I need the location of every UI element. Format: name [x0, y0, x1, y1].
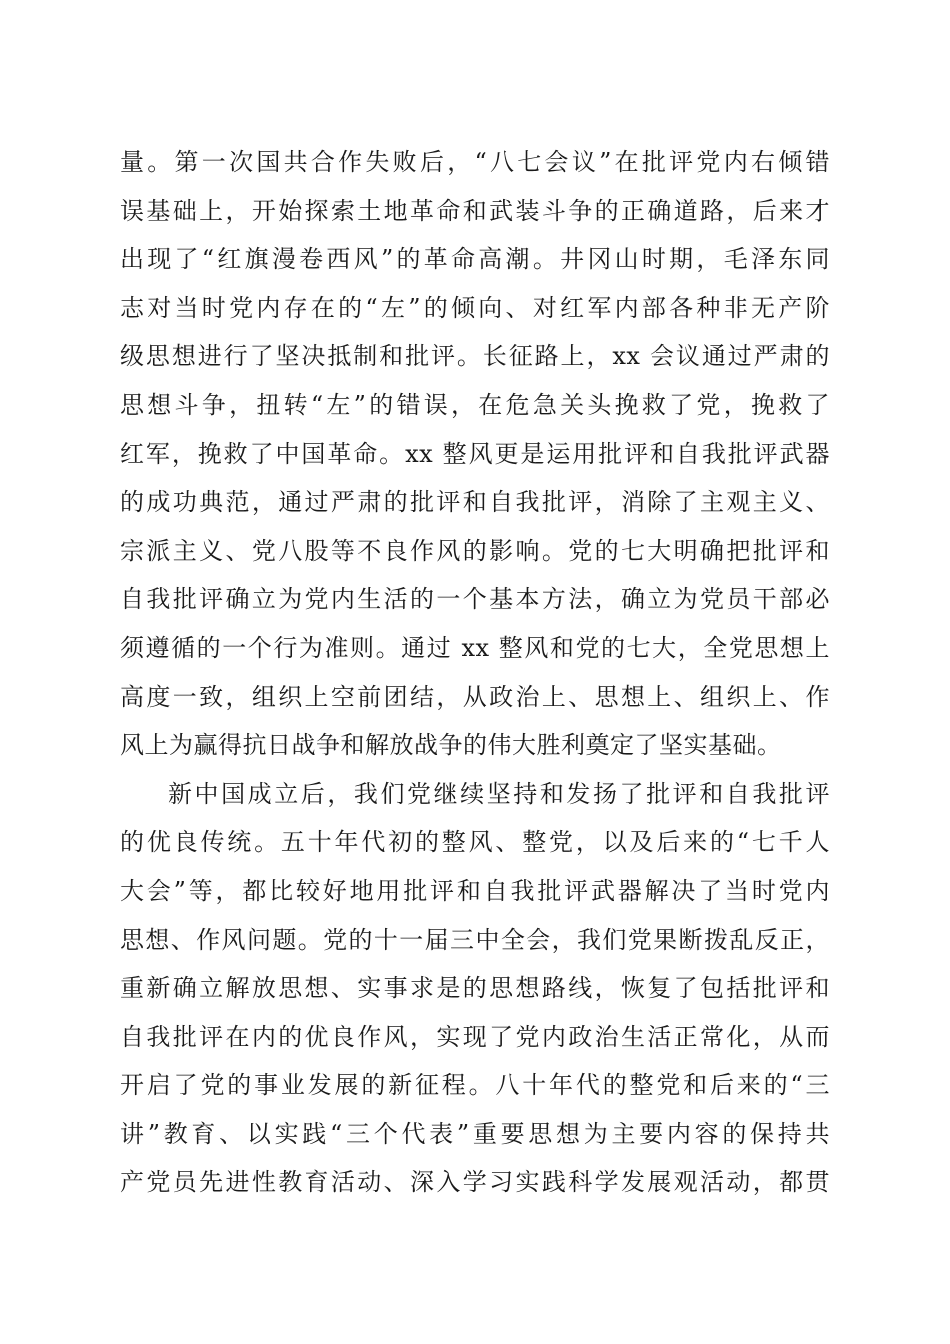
text-line: 级思想进行了坚决抵制和批评。长征路上，xx 会议通过严肃的 [120, 342, 830, 371]
text-line: 的成功典范，通过严肃的批评和自我批评，消除了主观主义、 [120, 488, 830, 517]
text-line: 高度一致，组织上空前团结，从政治上、思想上、组织上、作 [120, 682, 830, 711]
paragraph-2 [120, 770, 830, 1207]
text-line: 误基础上，开始探索土地革命和武装斗争的正确道路，后来才 [120, 196, 830, 225]
text-line: 的优良传统。五十年代初的整风、整党，以及后来的“七千人 [120, 828, 830, 857]
body-text [120, 138, 830, 1207]
text-line: 开启了党的事业发展的新征程。八十年代的整党和后来的“三 [120, 1071, 830, 1100]
text-line: 新中国成立后，我们党继续坚持和发扬了批评和自我批评 [168, 779, 830, 808]
text-line: 红军，挽救了中国革命。xx 整风更是运用批评和自我批评武器 [120, 439, 830, 468]
text-line: 量。第一次国共合作失败后，“八七会议”在批评党内右倾错 [120, 148, 830, 176]
text-line: 产党员先进性教育活动、深入学习实践科学发展观活动，都贯 [120, 1168, 830, 1197]
text-line: 自我批评在内的优良作风，实现了党内政治生活正常化，从而 [120, 1022, 830, 1051]
text-line: 宗派主义、党八股等不良作风的影响。党的七大明确把批评和 [120, 536, 830, 565]
text-line: 讲”教育、以实践“三个代表”重要思想为主要内容的保持共 [120, 1119, 830, 1148]
text-line: 自我批评确立为党内生活的一个基本方法，确立为党员干部必 [120, 585, 830, 614]
paragraph-1 [120, 138, 830, 770]
text-line: 志对当时党内存在的“左”的倾向、对红军内部各种非无产阶 [120, 293, 830, 322]
text-line: 须遵循的一个行为准则。通过 xx 整风和党的七大，全党思想上 [120, 633, 830, 662]
text-line: 重新确立解放思想、实事求是的思想路线，恢复了包括批评和 [120, 974, 830, 1003]
text-line: 思想斗争，扭转“左”的错误，在危急关头挽救了党，挽救了 [120, 390, 830, 419]
text-line: 出现了“红旗漫卷西风”的革命高潮。井冈山时期，毛泽东同 [120, 245, 830, 274]
text-line: 思想、作风问题。党的十一届三中全会，我们党果断拨乱反正， [120, 925, 830, 954]
text-line: 大会”等，都比较好地用批评和自我批评武器解决了当时党内 [120, 876, 830, 905]
text-line: 风上为赢得抗日战争和解放战争的伟大胜利奠定了坚实基础。 [120, 731, 782, 760]
